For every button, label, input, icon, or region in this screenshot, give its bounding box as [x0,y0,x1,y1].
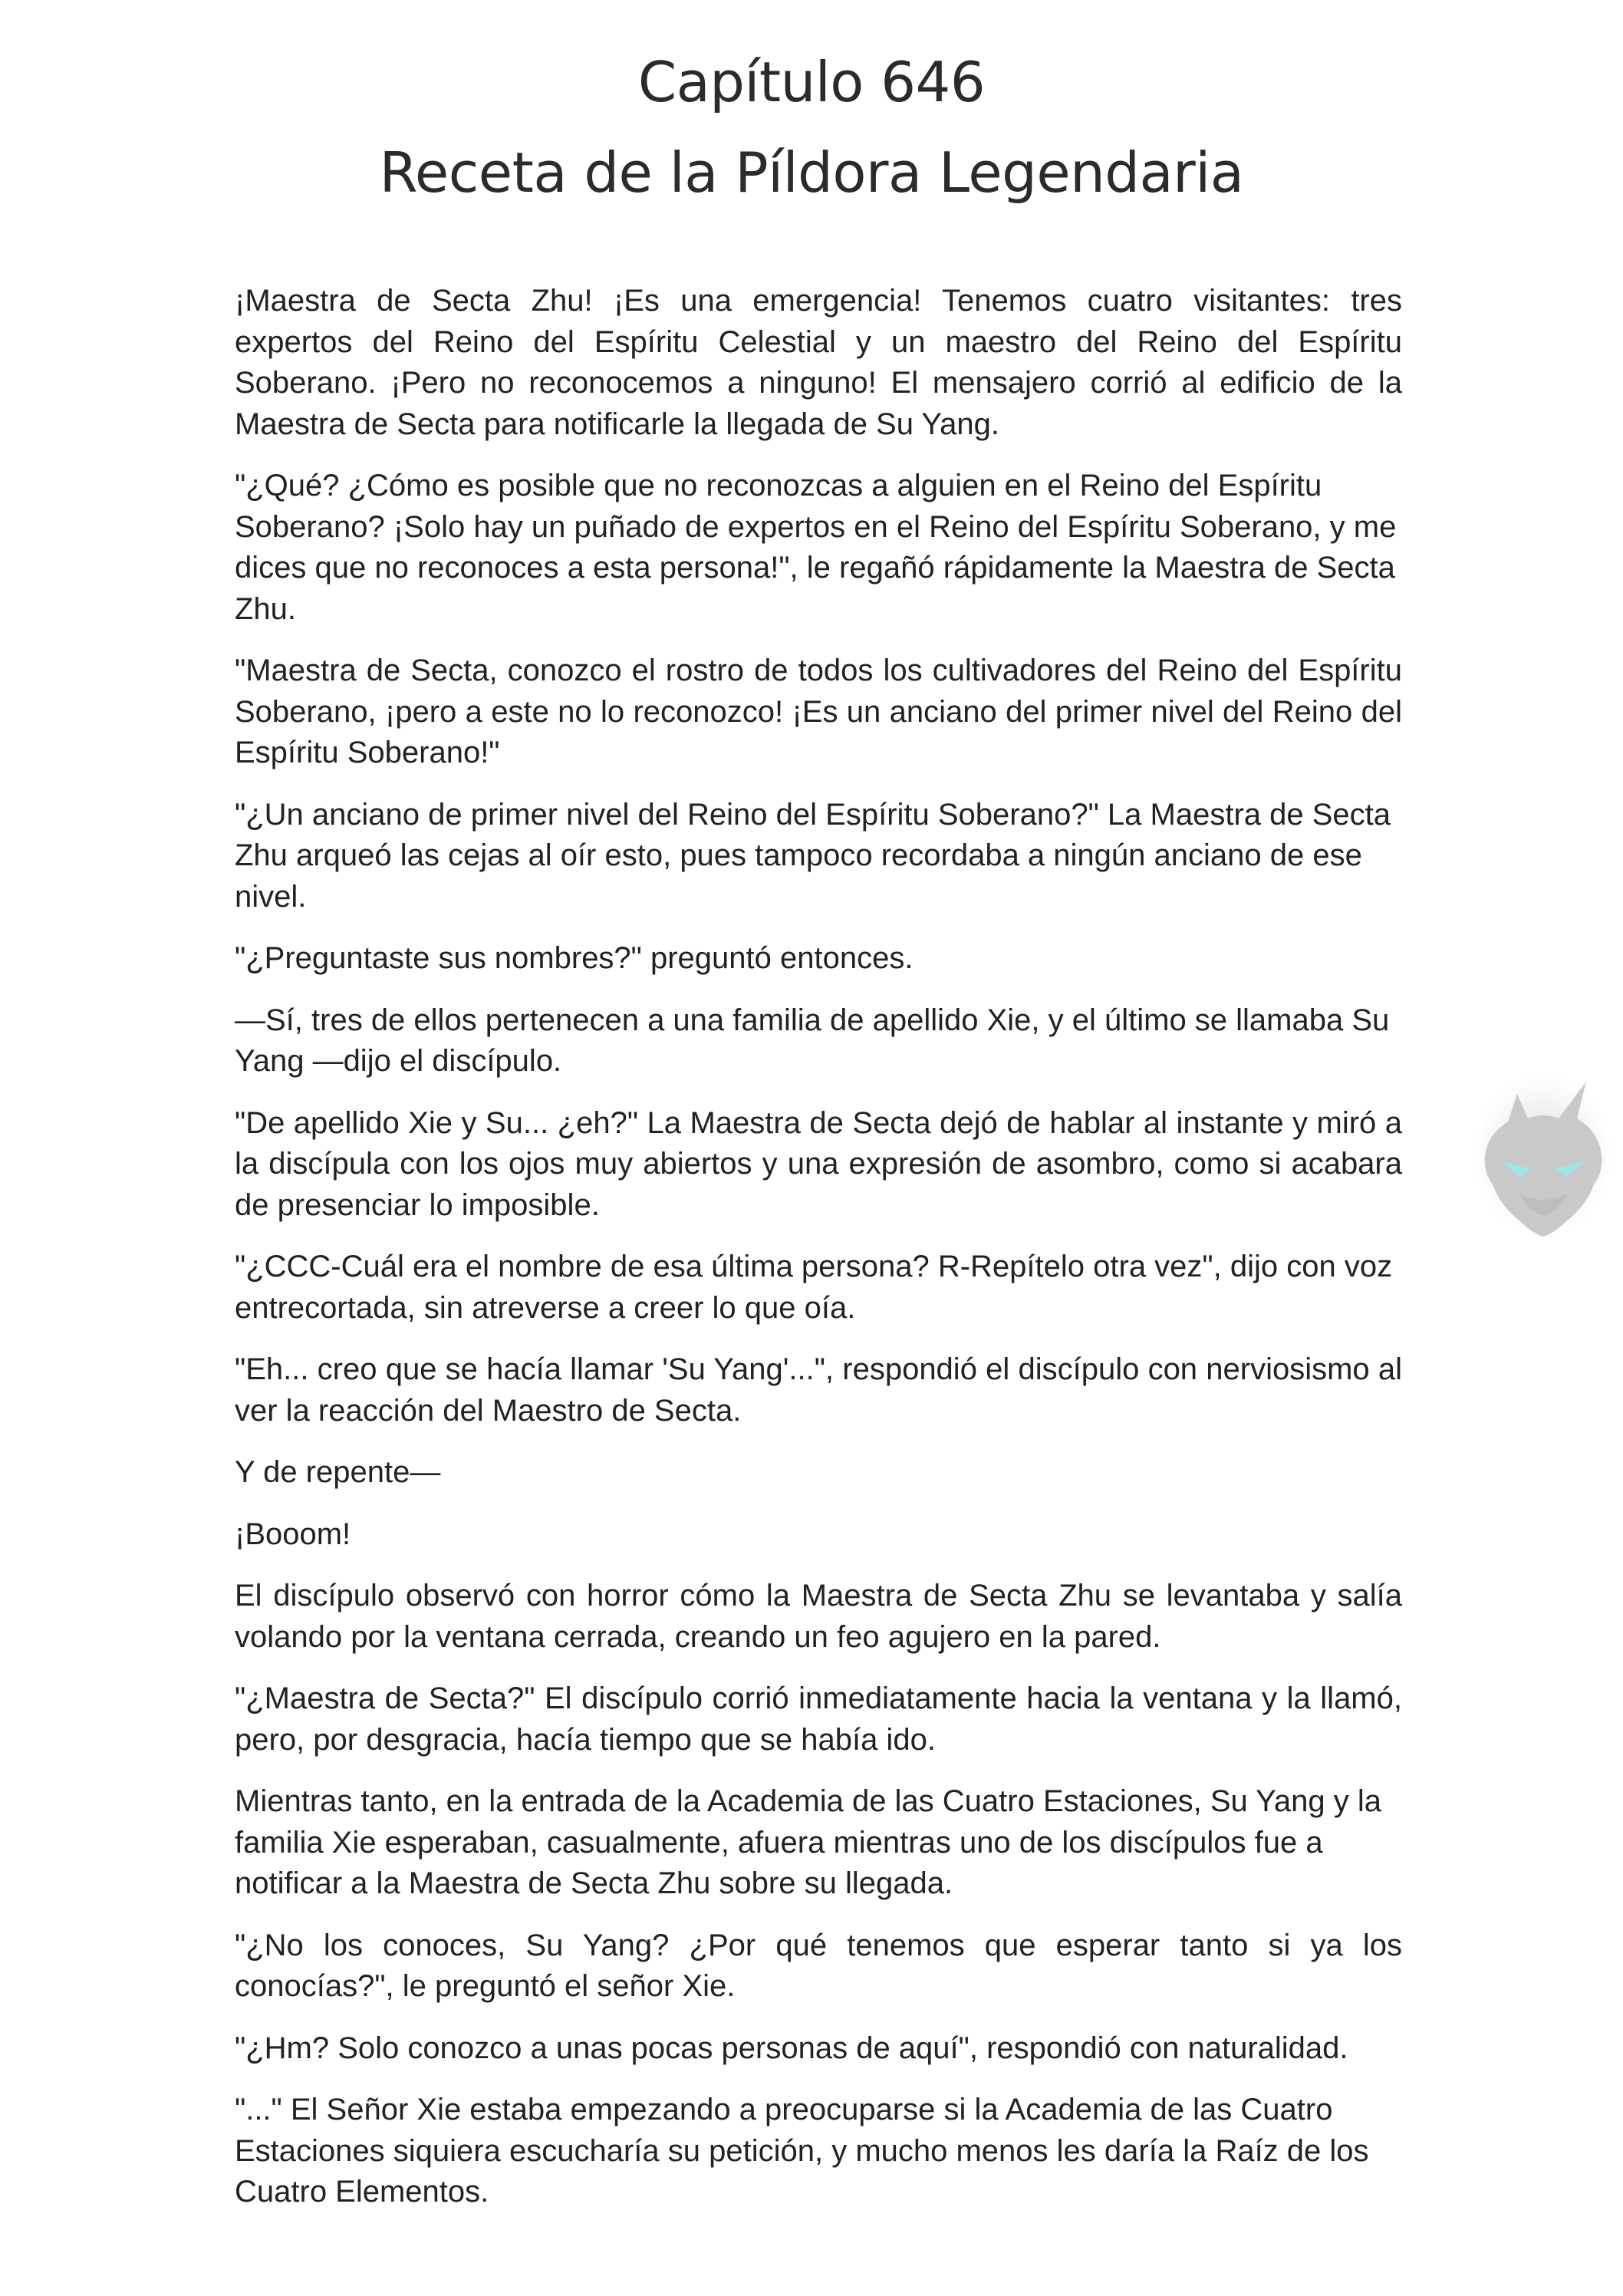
paragraph: "Maestra de Secta, conozco el rostro de todos los cultivadores del Reino del Espíritu Soberano, ¡pero a este no lo reconozco! ¡Es un anciano del primer nivel del Reino del Espíritu Soberano!" [235,654,1402,769]
paragraph: "¿Hm? Solo conozco a unas pocas personas de aquí", respondió con naturalidad. [235,2031,1348,2065]
paragraph: Mientras tanto, en la entrada de la Academia de las Cuatro Estaciones, Su Yang y la familia Xie esperaban, casualmente, afuera mientras uno de los discípulos fue a notificar a la Maestra de Secta Zhu sobre su llegada. [235,1784,1381,1900]
paragraph: "De apellido Xie y Su... ¿eh?" La Maestra de Secta dejó de hablar al instante y miró a la discípula con los ojos muy abiertos y una expresión de asombro, como si acabara de presenciar lo imposible. [235,1105,1402,1222]
paragraph: "¿Qué? ¿Cómo es posible que no reconozcas a alguien en el Reino del Espíritu Soberano? ¡Solo hay un puñado de expertos en el Reino del Espíritu Soberano, y me dices que no reconoces a esta persona!", le regañó rápidamente la Maestra de Secta Zhu. [235,469,1397,626]
paragraph: ¡Booom! [235,1517,351,1551]
paragraph: "¿Un anciano de primer nivel del Reino del Espíritu Soberano?" La Maestra de Secta Zhu arqueó las cejas al oír esto, pues tampoco recordaba a ningún anciano de ese nivel. [235,797,1391,914]
paragraph: ¡Maestra de Secta Zhu! ¡Es una emergencia! Tenemos cuatro visitantes: tres expertos del Reino del Espíritu Celestial y un maestro del Reino del Espíritu Soberano. ¡Pero no reconocemos a ninguno! El mensajero corrió al edificio de la Maestra de Secta para notificarle la llegada de Su Yang. [235,284,1402,441]
paragraph: "¿Maestra de Secta?" El discípulo corrió inmediatamente hacia la ventana y la llamó, pero, por desgracia, hacía tiempo que se había ido. [235,1682,1402,1757]
paragraph: "¿Preguntaste sus nombres?" preguntó entonces. [235,941,914,975]
paragraph: —Sí, tres de ellos pertenecen a una familia de apellido Xie, y el último se llamaba Su Yang —dijo el discípulo. [235,1003,1390,1078]
chapter-body [235,281,1402,2234]
paragraph: "¿No los conoces, Su Yang? ¿Por qué tenemos que esperar tanto si ya los conocías?", le preguntó el señor Xie. [235,1928,1402,2003]
paragraph: "..." El Señor Xie estaba empezando a preocuparse si la Academia de las Cuatro Estaciones siquiera escucharía su petición, y mucho menos les daría la Raíz de los Cuatro Elementos. [235,2093,1369,2209]
paragraph: El discípulo observó con horror cómo la Maestra de Secta Zhu se levantaba y salía volando por la ventana cerrada, creando un feo agujero en la pared. [235,1579,1402,1654]
chapter-number: Capítulo 646 [637,50,986,114]
paragraph: "¿CCC-Cuál era el nombre de esa última persona? R-Repítelo otra vez", dijo con voz entrecortada, sin atreverse a creer lo que oía. [235,1250,1393,1325]
chapter-title: Receta de la Píldora Legendaria [379,140,1244,205]
paragraph: Y de repente— [235,1455,441,1489]
chapter-heading [0,37,1623,218]
paragraph: "Eh... creo que se hacía llamar 'Su Yang'...", respondió el discípulo con nerviosismo al ver la reacción del Maestro de Secta. [235,1352,1402,1428]
demon-head-icon [1471,1071,1615,1249]
